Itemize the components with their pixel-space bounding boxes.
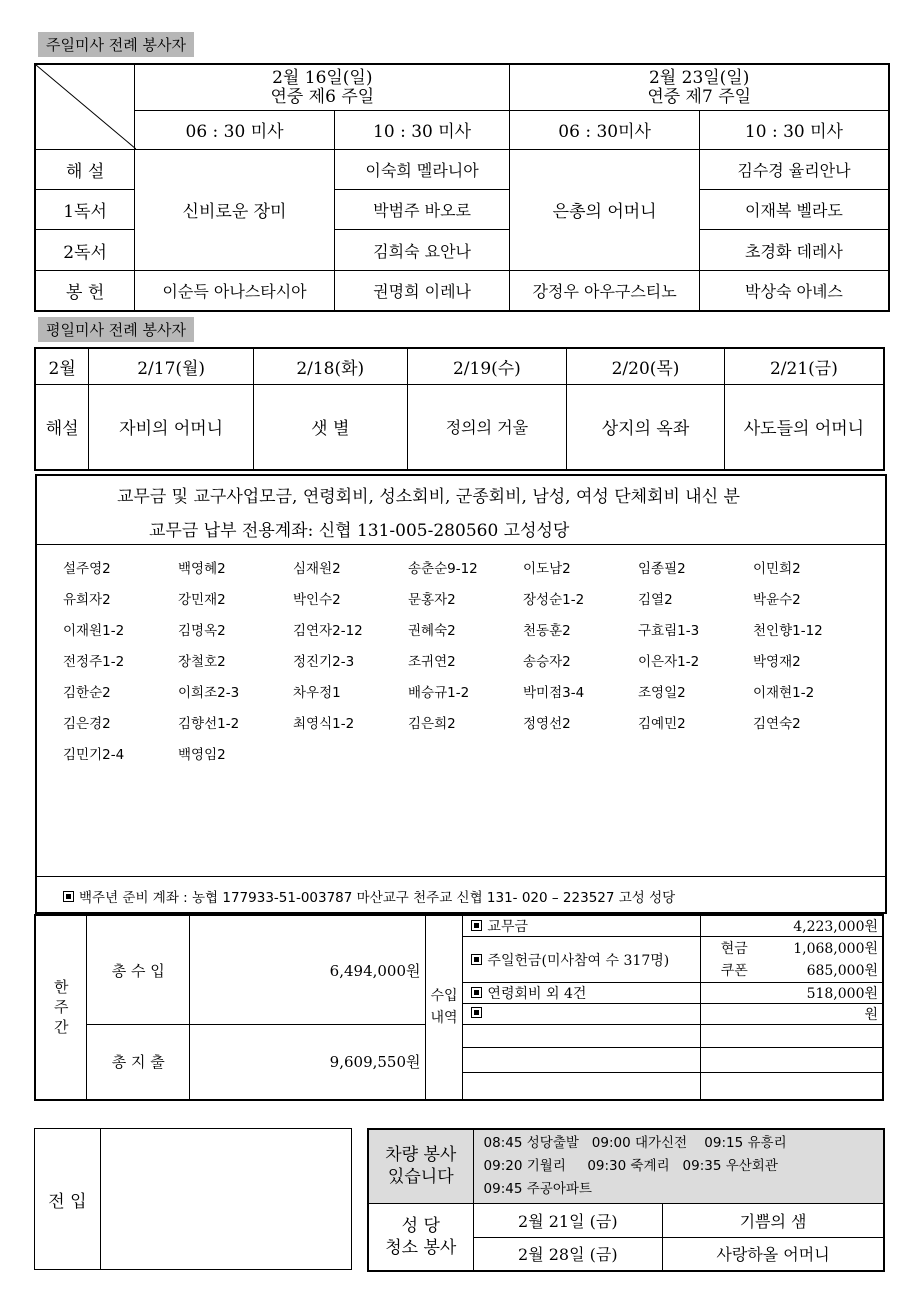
donor-name: 김명옥2 (178, 623, 226, 639)
empty-cell (463, 1048, 700, 1100)
sunday-servers-table (34, 63, 890, 312)
vehicle-label: 차량 봉사 있습니다 (368, 1129, 473, 1203)
donor-name: 백영임2 (178, 747, 226, 763)
donor-name: 송춘순9-12 (408, 561, 478, 577)
donor-name: 이재원1-2 (63, 623, 125, 639)
checkbox-icon (63, 891, 74, 902)
w2-early-group: 은총의 어머니 (510, 149, 700, 270)
cleaning-date: 2월 28일 (금) (473, 1237, 663, 1271)
coupon-value: 685,000원 (806, 962, 878, 979)
donor-name: 김한순2 (63, 685, 111, 701)
weekday-group: 자비의 어머니 (89, 384, 254, 470)
weekday-date: 2/21(금) (724, 348, 884, 384)
donor-name: 이도남2 (523, 561, 571, 577)
month-cell: 2월 (35, 348, 89, 384)
row-label: 1독서 (35, 190, 135, 230)
donor-name: 전정주1-2 (63, 654, 125, 670)
income-item-label: 주일헌금(미사참여 수 317명) (487, 952, 670, 969)
income-item-label: 교무금 (487, 919, 528, 935)
donor-name: 김연자2-12 (293, 623, 363, 639)
service-table (367, 1128, 885, 1272)
income-item (463, 915, 700, 937)
expense-label: 총 지 출 (87, 1025, 190, 1100)
w1-late-server: 이숙희 멜라니아 (334, 149, 510, 189)
donor-name: 설주영2 (63, 561, 111, 577)
cleaning-group: 사랑하올 어머니 (663, 1237, 884, 1271)
income-item (463, 1004, 700, 1025)
sunday-section-header: 주일미사 전례 봉사자 (38, 32, 194, 57)
week2-title: 연중 제7 주일 (647, 86, 752, 107)
income-item (463, 983, 700, 1004)
donor-name: 장철호2 (178, 654, 226, 670)
donor-name: 천인향1-12 (753, 623, 823, 639)
donor-name: 김향선1-2 (178, 716, 240, 732)
offer-server: 이순득 아나스타시아 (135, 270, 335, 311)
donor-name: 김예민2 (638, 716, 686, 732)
checkbox-icon (471, 1007, 482, 1018)
offer-server: 권명희 이레나 (334, 270, 510, 311)
donor-name: 송승자2 (523, 654, 571, 670)
checkbox-icon (471, 920, 482, 931)
income-item-value: 4,223,000원 (700, 915, 883, 937)
vehicle-schedule (473, 1129, 884, 1203)
dues-header (37, 476, 885, 545)
diagonal-corner-cell (35, 64, 135, 149)
weekday-section-header: 평일미사 전례 봉사자 (38, 317, 194, 342)
donor-name: 강민재2 (178, 592, 226, 608)
row-label: 해설 (35, 384, 89, 470)
w1-late-server: 김희숙 요안나 (334, 230, 510, 270)
donor-name: 장성순1-2 (523, 592, 585, 608)
donor-name: 권혜숙2 (408, 623, 456, 639)
donor-name: 이재현1-2 (753, 685, 815, 701)
weekday-servers-table (34, 347, 885, 471)
empty-cell (463, 1025, 700, 1048)
donor-name: 김은희2 (408, 716, 456, 732)
income-value: 6,494,000원 (190, 915, 425, 1025)
cash-label: 현금 (720, 940, 748, 957)
weekday-date: 2/18(화) (253, 348, 407, 384)
mass-time-cell: 10 : 30 미사 (699, 111, 889, 149)
vehicle-line: 09:45 주공아파트 (483, 1180, 592, 1197)
coupon-label: 쿠폰 (720, 962, 748, 979)
donor-name: 조귀연2 (408, 654, 456, 670)
donor-name: 박미점3-4 (523, 685, 585, 701)
donor-name: 정영선2 (523, 716, 571, 732)
expense-value: 9,609,550원 (190, 1025, 425, 1100)
income-item (463, 937, 700, 983)
checkbox-icon (471, 954, 482, 965)
income-item-value: 518,000원 (700, 983, 883, 1004)
donor-name: 김민기2-4 (63, 747, 125, 763)
weekday-date: 2/20(목) (567, 348, 725, 384)
vehicle-line: 09:20 기월리 09:30 죽계리 09:35 우산회관 (483, 1157, 778, 1174)
donor-name: 이은자1-2 (638, 654, 700, 670)
offer-server: 박상숙 아녜스 (699, 270, 889, 311)
income-item-value: 원 (700, 1004, 883, 1025)
w1-late-server: 박범주 바오로 (334, 190, 510, 230)
income-item-label: 연령회비 외 4건 (487, 986, 587, 1002)
weekday-date: 2/17(월) (89, 348, 254, 384)
jubilee-text: 백주년 준비 계좌 : 농협 177933-51-003787 마산교구 천주교 신협 131- 020 – 223527 고성 성당 (79, 890, 676, 906)
offer-server: 강정우 아우구스티노 (510, 270, 700, 311)
donor-name: 박영재2 (753, 654, 801, 670)
w2-late-server: 이재복 벨라도 (699, 190, 889, 230)
mass-time-cell: 06 : 30 미사 (135, 111, 335, 149)
row-label: 해 설 (35, 149, 135, 189)
donor-name: 유희자2 (63, 592, 111, 608)
cleaning-date: 2월 21일 (금) (473, 1203, 663, 1237)
week1-title: 연중 제6 주일 (270, 86, 375, 107)
week1-date: 2월 16일(일) (272, 67, 373, 88)
offering-breakdown (700, 937, 883, 983)
row-label: 2독서 (35, 230, 135, 270)
donor-name: 김은경2 (63, 716, 111, 732)
donor-name: 문홍자2 (408, 592, 456, 608)
weekday-group: 사도들의 어머니 (724, 384, 884, 470)
weekday-group: 샛 별 (253, 384, 407, 470)
transfer-in-label: 전 입 (35, 1129, 101, 1270)
donor-name: 이희조2-3 (178, 685, 240, 701)
w2-late-server: 김수경 율리안나 (699, 149, 889, 189)
donor-name: 심재원2 (293, 561, 341, 577)
donor-name: 정진기2-3 (293, 654, 355, 670)
donor-name: 천동훈2 (523, 623, 571, 639)
transfer-in-table (34, 1128, 352, 1270)
donor-name: 김연숙2 (753, 716, 801, 732)
w1-early-group: 신비로운 장미 (135, 149, 335, 270)
dues-name-list (63, 554, 868, 771)
donor-name: 차우정1 (293, 685, 341, 701)
cash-value: 1,068,000원 (793, 940, 878, 957)
dues-box (35, 474, 887, 914)
diagonal-line (36, 65, 136, 149)
donor-name: 조영일2 (638, 685, 686, 701)
cleaning-group: 기쁨의 샘 (663, 1203, 884, 1237)
cleaning-label: 성 당 청소 봉사 (368, 1203, 473, 1271)
dues-account: 교무금 납부 전용계좌: 신협 131-005-280560 고성성당 (149, 521, 570, 541)
detail-label: 수입 내역 (425, 915, 463, 1100)
mass-time-cell: 06 : 30미사 (510, 111, 700, 149)
donor-name: 임종필2 (638, 561, 686, 577)
week2-header (510, 64, 889, 111)
donor-name: 박윤수2 (753, 592, 801, 608)
week2-date: 2월 23일(일) (648, 67, 750, 88)
donor-name: 김열2 (638, 592, 673, 608)
transfer-in-value (100, 1129, 351, 1270)
income-label: 총 수 입 (87, 915, 190, 1025)
period-char: 간 (53, 1018, 69, 1037)
donor-name: 박인수2 (293, 592, 341, 608)
donor-name: 최영식1-2 (293, 716, 355, 732)
jubilee-row (37, 876, 885, 911)
week1-header (135, 64, 510, 111)
period-char: 주 (53, 998, 69, 1017)
period-label (35, 915, 87, 1100)
row-label: 봉 헌 (35, 270, 135, 311)
checkbox-icon (471, 987, 482, 998)
jubilee-account (63, 886, 675, 906)
w2-late-server: 초경화 데레사 (699, 230, 889, 270)
empty-cell (700, 1048, 883, 1100)
empty-cell (700, 1025, 883, 1048)
weekday-date: 2/19(수) (407, 348, 567, 384)
finance-table (34, 914, 884, 1101)
weekday-group: 정의의 거울 (407, 384, 567, 470)
weekday-group: 상지의 옥좌 (567, 384, 725, 470)
donor-name: 구효림1-3 (638, 623, 700, 639)
dues-title: 교무금 및 교구사업모금, 연령회비, 성소회비, 군종회비, 남성, 여성 단체회비 내신 분 (117, 487, 740, 507)
donor-name: 백영혜2 (178, 561, 226, 577)
mass-time-cell: 10 : 30 미사 (334, 111, 510, 149)
donor-name: 이민희2 (753, 561, 801, 577)
period-char: 한 (53, 978, 69, 997)
donor-name: 배승규1-2 (408, 685, 470, 701)
vehicle-line: 08:45 성당출발 09:00 대가신전 09:15 유흥리 (483, 1134, 787, 1151)
